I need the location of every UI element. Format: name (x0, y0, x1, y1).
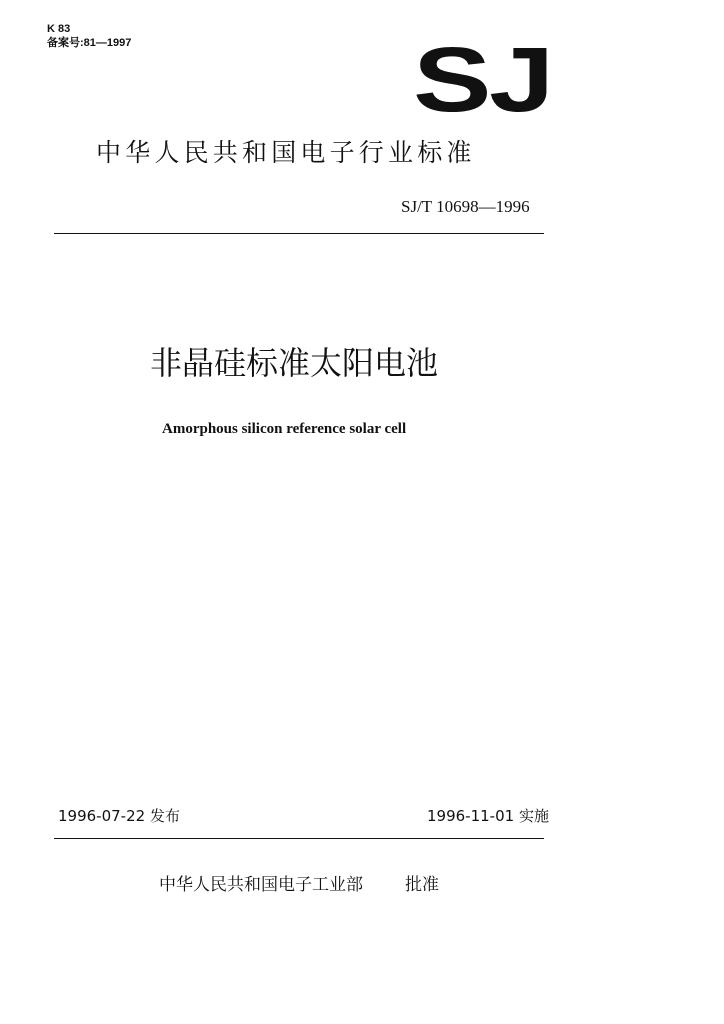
bottom-divider (54, 838, 544, 839)
implementation-date: 1996-11-01 实施 (427, 807, 549, 825)
classification-block (47, 22, 131, 50)
document-title-chinese: 非晶硅标准太阳电池 (150, 344, 439, 382)
standard-number: SJ/T 10698—1996 (401, 197, 530, 216)
approving-authority: 中华人民共和国电子工业部 (159, 875, 363, 895)
standard-category: 中华人民共和国电子行业标准 (96, 138, 476, 167)
approval-label: 批准 (405, 875, 439, 895)
classification-code: K 83 (47, 23, 71, 35)
sj-logo: SJ (413, 29, 552, 131)
top-divider (54, 233, 544, 234)
document-title-english: Amorphous silicon reference solar cell (162, 421, 407, 437)
issue-date: 1996-07-22 发布 (58, 807, 180, 825)
registration-number: 备案号:81—1997 (47, 37, 132, 49)
